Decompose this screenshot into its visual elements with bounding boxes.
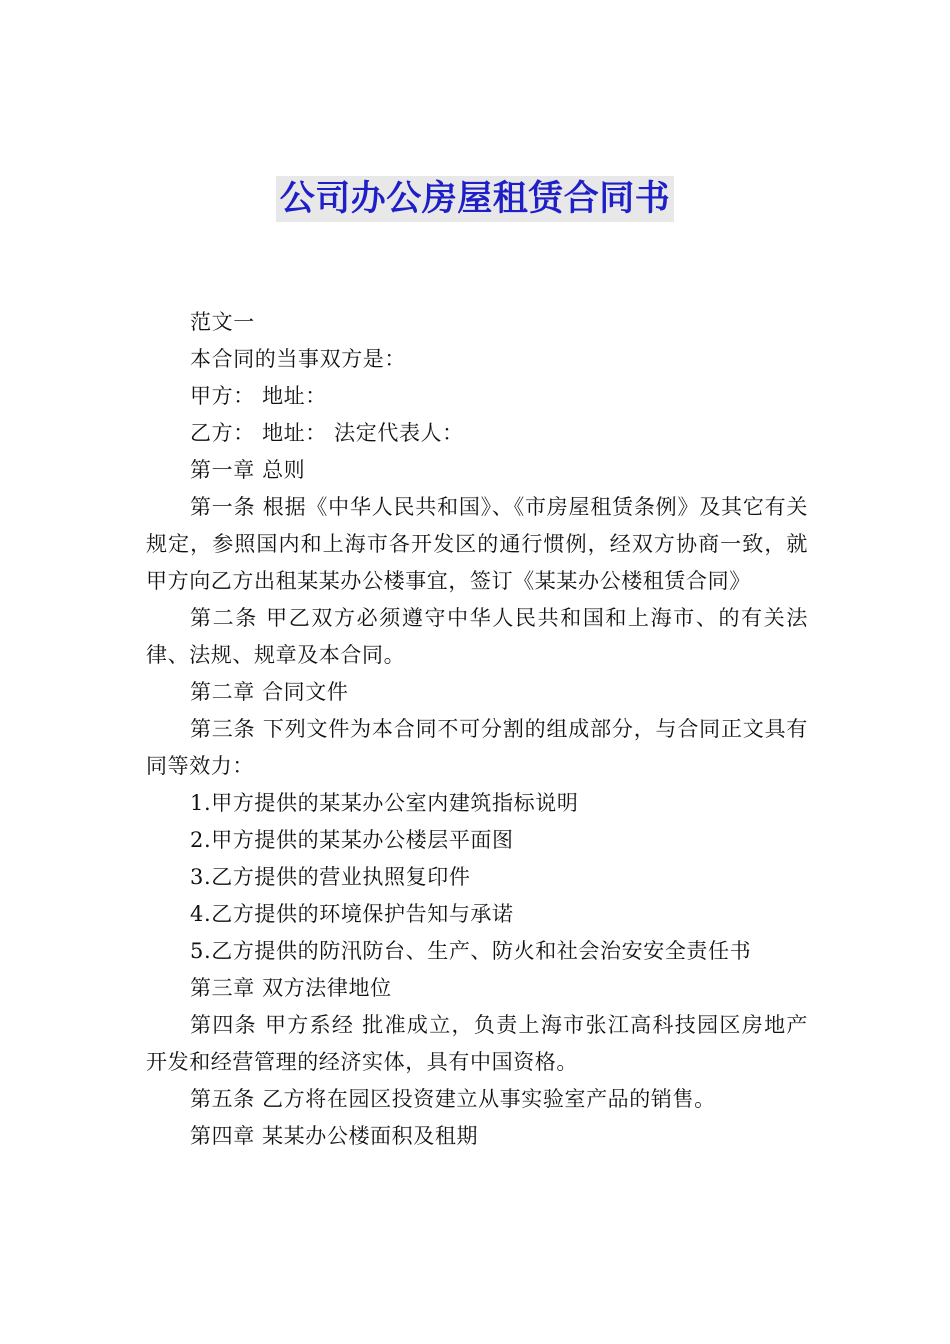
chapter-heading-2: 第二章 合同文件 bbox=[190, 680, 349, 704]
chapter-heading-1: 第一章 总则 bbox=[190, 458, 306, 482]
chapter-heading-3: 第三章 双方法律地位 bbox=[190, 976, 392, 1000]
list-item: 4.乙方提供的环境保护告知与承诺 bbox=[190, 902, 514, 926]
chapter-heading-4: 第四章 某某办公楼面积及租期 bbox=[190, 1124, 479, 1148]
list-item: 1.甲方提供的某某办公室内建筑指标说明 bbox=[190, 791, 579, 815]
article-2: 第二条 甲乙双方必须遵守中华人民共和国和上海市、的有关法律、法规、规章及本合同。 bbox=[146, 606, 808, 667]
article-5: 第五条 乙方将在园区投资建立从事实验室产品的销售。 bbox=[190, 1087, 716, 1111]
article-1: 第一条 根据《中华人民共和国》、《市房屋租赁条例》及其它有关规定，参照国内和上海市各开发区的通行惯例，经双方协商一致，就甲方向乙方出租某某办公楼事宜，签订《某某办公楼租赁合同》 bbox=[146, 495, 808, 593]
paragraph-sample-label: 范文一 bbox=[190, 310, 255, 334]
list-item: 5.乙方提供的防汛防台、生产、防火和社会治安安全责任书 bbox=[190, 939, 752, 963]
title-container bbox=[0, 176, 950, 222]
document-body bbox=[146, 304, 808, 1155]
list-item: 3.乙方提供的营业执照复印件 bbox=[190, 865, 471, 889]
paragraph-party-b: 乙方： 地址： 法定代表人： bbox=[190, 421, 464, 445]
document-title: 公司办公房屋租赁合同书 bbox=[276, 176, 675, 222]
list-item: 2.甲方提供的某某办公楼层平面图 bbox=[190, 828, 514, 852]
article-3: 第三条 下列文件为本合同不可分割的组成部分，与合同正文具有同等效力： bbox=[146, 717, 808, 778]
paragraph-party-a: 甲方： 地址： bbox=[190, 384, 327, 408]
article-4: 第四条 甲方系经 批准成立，负责上海市张江高科技园区房地产开发和经营管理的经济实体，具有中国资格。 bbox=[146, 1013, 808, 1074]
paragraph-parties-intro: 本合同的当事双方是： bbox=[190, 347, 406, 371]
